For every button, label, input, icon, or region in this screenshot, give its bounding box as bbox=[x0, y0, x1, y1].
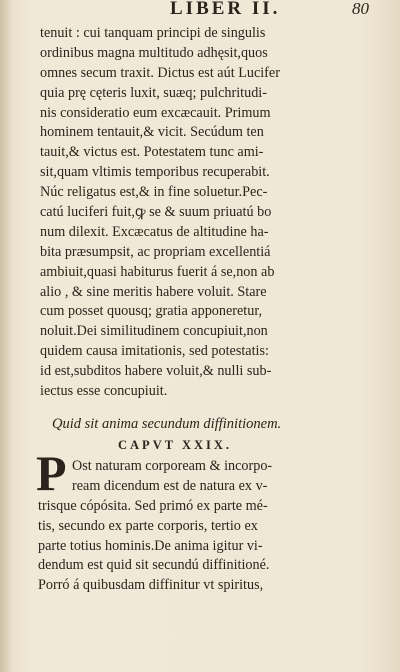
chapter-text bbox=[38, 456, 374, 595]
text-line: nis consideratio eum excæcauit. Primum bbox=[40, 104, 271, 121]
text-line: ordinibus magna multitudo adhęsit,quos bbox=[40, 44, 268, 61]
text-line: trisque cópósita. Sed primó ex parte mé- bbox=[38, 497, 268, 514]
text-line: Ost naturam corpoream & incorpo- bbox=[72, 458, 273, 474]
text-line: ambiuit,quasi habiturus fuerit á se,non ab bbox=[40, 263, 275, 280]
main-text bbox=[40, 24, 374, 402]
page-gutter bbox=[0, 0, 12, 672]
text-line: tenuit : cui tanquam principi de singulis bbox=[40, 25, 266, 41]
text-line: num dilexit. Excæcatus de altitudine ha- bbox=[40, 223, 269, 240]
section-heading: Quid sit anima secundum diffinitionem. bbox=[52, 416, 282, 432]
page-number: 80 bbox=[352, 0, 369, 18]
text-line: ream dicendum est de natura ex v- bbox=[72, 477, 268, 494]
text-line: catú luciferi fuit,ꝙ se & suum priuatú bo bbox=[40, 204, 272, 221]
running-header bbox=[0, 0, 400, 22]
running-title: LIBER II. bbox=[170, 0, 281, 19]
text-line: Porró á quibusdam diffinitur vt spiritus, bbox=[38, 577, 264, 594]
text-line: parte totius hominis.De anima igitur vi- bbox=[38, 537, 263, 554]
text-line: iectus esse concupiuit. bbox=[40, 383, 168, 400]
text-line: tauit,& victus est. Potestatem tunc ami- bbox=[40, 144, 264, 161]
chapter-label: CAPVT XXIX. bbox=[118, 438, 233, 452]
text-line: quidem causa imitationis, sed potestatis: bbox=[40, 343, 269, 360]
text-line: hominem tentauit,& vicit. Secúdum ten bbox=[40, 124, 264, 141]
text-line: omnes secum traxit. Dictus est aút Lucifer bbox=[40, 64, 280, 81]
text-line: dendum est quid sit secundú diffinitioné. bbox=[38, 557, 270, 574]
text-line: cum posset quousq; gratia apponeretur, bbox=[40, 303, 263, 320]
text-line: quia prę cęteris luxit, suæq; pulchritudi- bbox=[40, 84, 267, 101]
text-line: noluit.Dei similitudinem concupiuit,non bbox=[40, 323, 268, 340]
text-line: bita præsumpsit, ac propriam excellentiá bbox=[40, 243, 271, 260]
text-line: Núc religatus est,& in fine soluetur.Pec- bbox=[40, 184, 268, 201]
drop-cap: P bbox=[36, 445, 67, 501]
text-line: sit,quam vltimis temporibus recuperabit. bbox=[40, 164, 270, 181]
text-line: alio , & sine meritis habere voluit. Stare bbox=[40, 283, 267, 300]
text-line: tis, secundo ex parte corporis, tertio ex bbox=[38, 517, 258, 534]
text-line: id est,subditos habere voluit,& nulli sub- bbox=[40, 363, 272, 380]
